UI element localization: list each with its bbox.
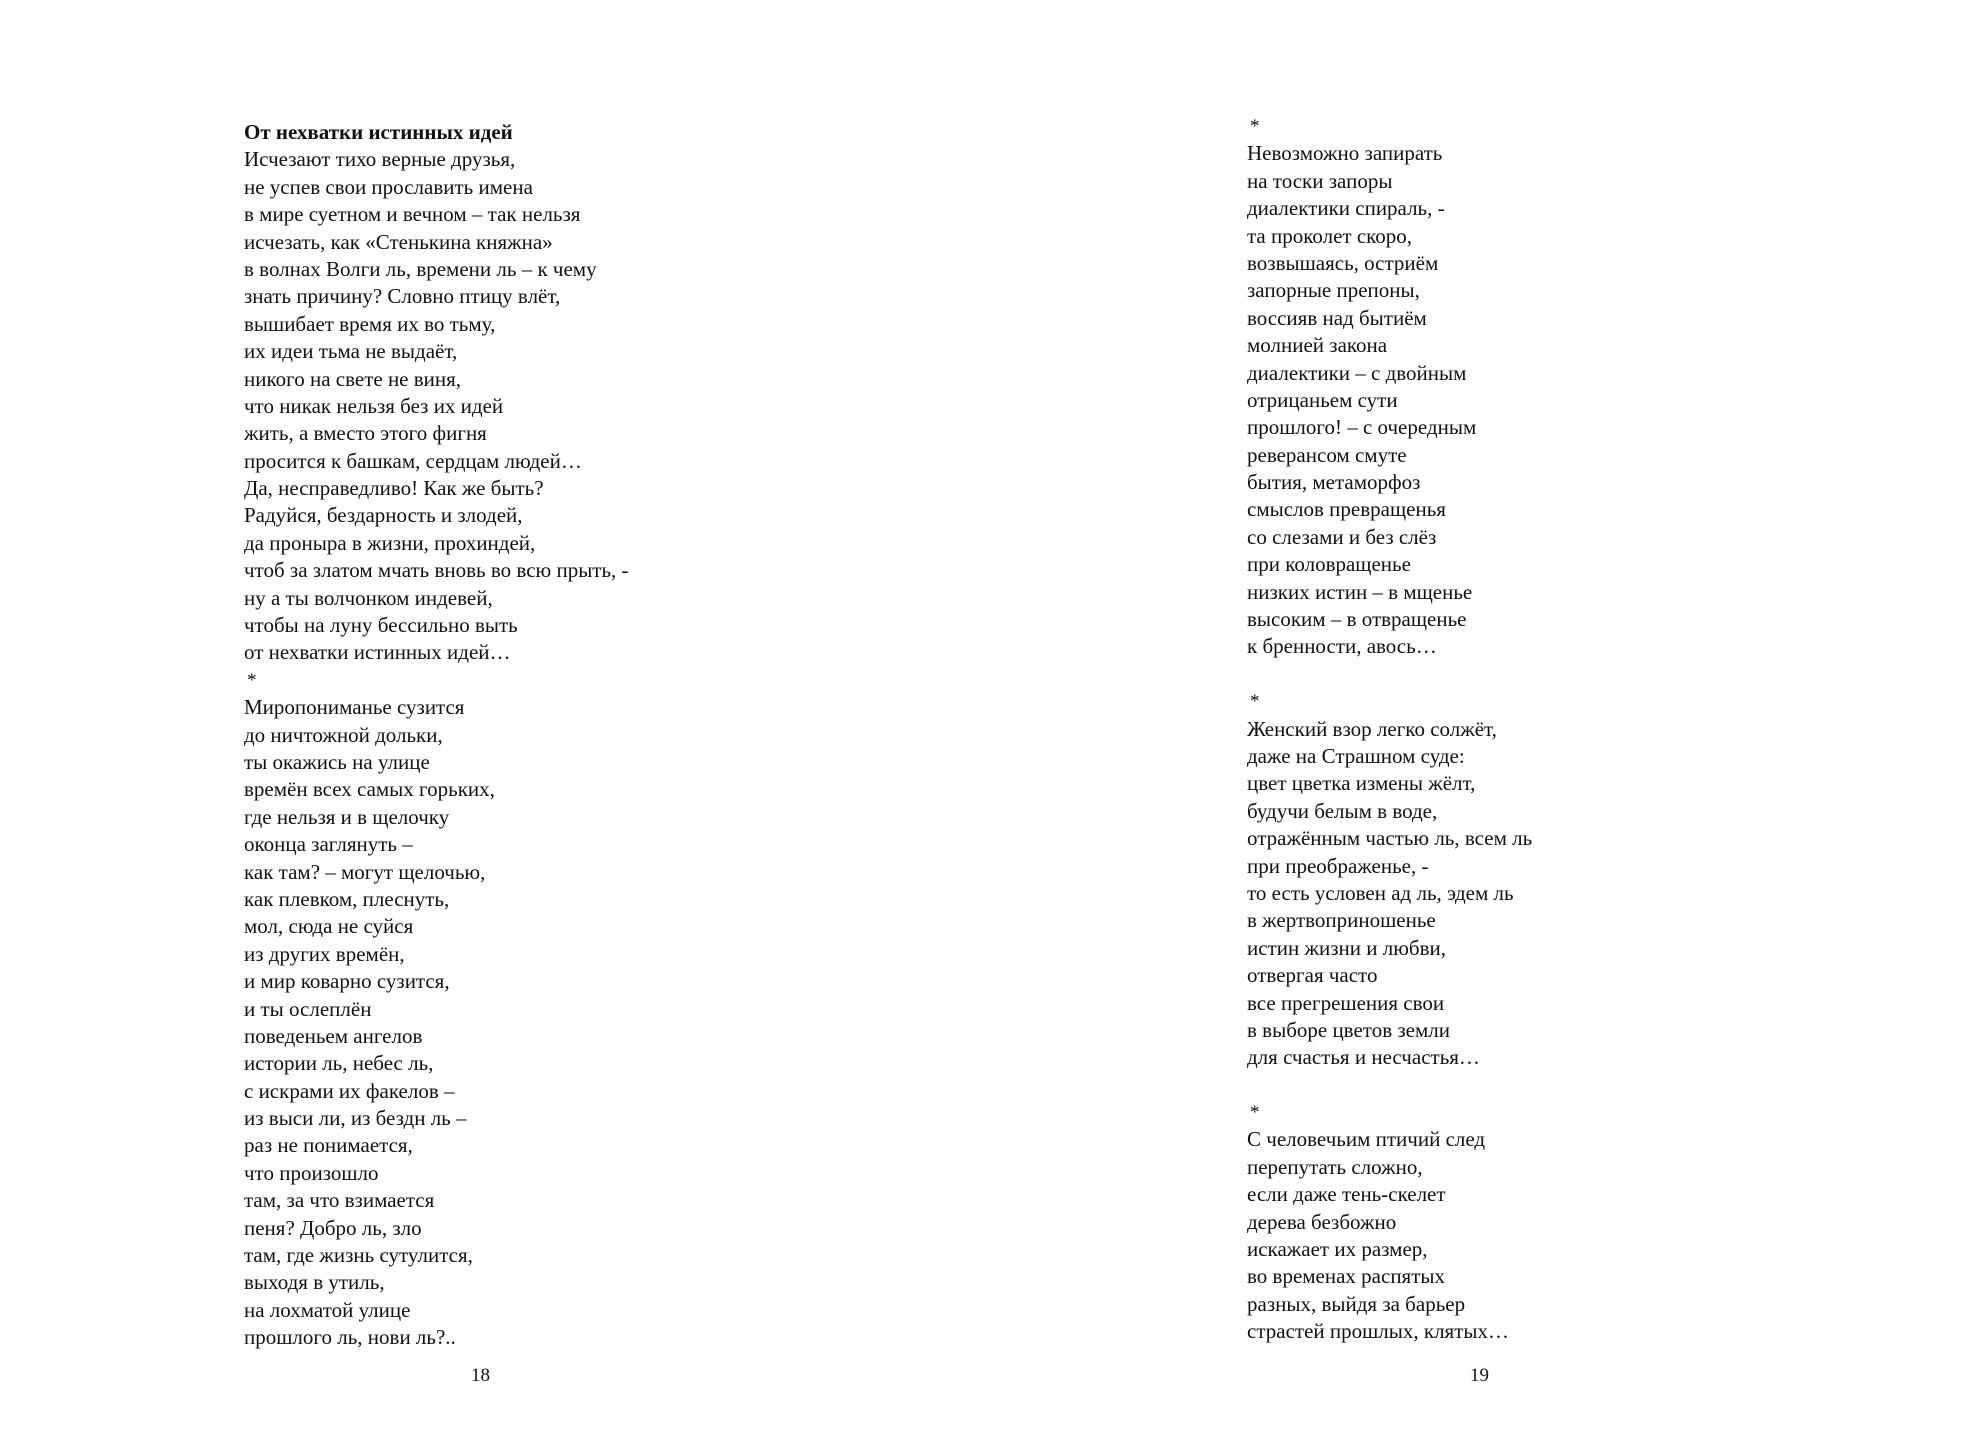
- poem-line: в жертвоприношенье: [1247, 908, 1436, 933]
- right-page: [981, 0, 1962, 1440]
- poem-line: перепутать сложно,: [1247, 1154, 1423, 1179]
- poem-line: со слезами и без слёз: [1247, 524, 1437, 549]
- poem-line: Невозможно запирать: [1247, 141, 1443, 166]
- poem-line: для счастья и несчастья…: [1247, 1045, 1480, 1070]
- poem-line: от нехватки истинных идей…: [244, 640, 511, 665]
- poem-line: Исчезают тихо верные друзья,: [244, 147, 516, 172]
- poem-line: их идеи тьма не выдаёт,: [244, 339, 458, 364]
- poem-line: что никак нельзя без их идей: [244, 393, 504, 418]
- stanza-gap: [1247, 661, 1532, 688]
- poem-line: там, за что взимается: [244, 1188, 435, 1213]
- poem-line: высоким – в отвращенье: [1247, 607, 1467, 632]
- poem-line: при преображенье, -: [1247, 853, 1429, 878]
- poem-line: диалектики – с двойным: [1247, 360, 1467, 385]
- poem-line: что произошло: [244, 1160, 379, 1185]
- poem-line: из выси ли, из бездн ль –: [244, 1106, 467, 1131]
- poem-line: все прегрешения свои: [1247, 990, 1445, 1015]
- poem-line: истории ль, небес ль,: [244, 1051, 434, 1076]
- poem-line: чтобы на луну бессильно выть: [244, 613, 518, 638]
- poem-line: к бренности, авось…: [1247, 634, 1437, 659]
- poem-title: От нехватки истинных идей: [244, 120, 513, 144]
- poem-separator-asterisk: *: [1250, 691, 1260, 713]
- poem-line: низких истин – в мщенье: [1247, 579, 1473, 604]
- poem-separator-asterisk: *: [1250, 1102, 1260, 1124]
- poem-line: и мир коварно сузится,: [244, 969, 450, 994]
- poem-line: если даже тень-скелет: [1247, 1182, 1446, 1207]
- poem-line: чтоб за златом мчать вновь во всю прыть, -: [244, 558, 629, 583]
- poem-line: да проныра в жизни, прохиндей,: [244, 530, 536, 555]
- poem-separator-asterisk: *: [247, 669, 257, 691]
- poem-line: жить, а вместо этого фигня: [244, 421, 487, 446]
- right-page-text: [1247, 113, 1532, 1346]
- poem-line: даже на Страшном суде:: [1247, 743, 1465, 768]
- poem-line: там, где жизнь сутулится,: [244, 1243, 473, 1268]
- poem-separator-asterisk: *: [1250, 116, 1260, 137]
- poem-line: раз не понимается,: [244, 1133, 413, 1158]
- poem-line: и ты ослеплён: [244, 996, 372, 1021]
- poem-line: до ничтожной дольки,: [244, 722, 443, 747]
- poem-line: смыслов превращенья: [1247, 497, 1446, 522]
- poem-line: прошлого ль, нови ль?..: [244, 1325, 456, 1350]
- poem-line: разных, выйдя за барьер: [1247, 1291, 1466, 1316]
- poem-line: запорные препоны,: [1247, 278, 1420, 303]
- poem-line: мол, сюда не суйся: [244, 914, 414, 939]
- poem-line: искажает их размер,: [1247, 1237, 1428, 1262]
- poem-line: из других времён,: [244, 941, 405, 966]
- poem-line: пеня? Добро ль, зло: [244, 1215, 422, 1240]
- poem-line: цвет цветка измены жёлт,: [1247, 771, 1476, 796]
- poem-line: во временах распятых: [1247, 1264, 1446, 1289]
- poem-line: Радуйся, бездарность и злодей,: [244, 503, 523, 528]
- poem-line: будучи белым в воде,: [1247, 798, 1438, 823]
- stanza-gap: [1247, 1072, 1532, 1099]
- poem-line: страстей прошлых, клятых…: [1247, 1319, 1510, 1344]
- poem-line: исчезать, как «Стенькина княжна»: [244, 229, 553, 254]
- poem-line: отрицаньем сути: [1247, 387, 1398, 412]
- poem-line: вышибает время их во тьму,: [244, 311, 496, 336]
- poem-line: в мире суетном и вечном – так нельзя: [244, 202, 581, 227]
- left-page-text: [244, 119, 629, 1352]
- poem-line: то есть условен ад ль, эдем ль: [1247, 880, 1514, 905]
- poem-line: в выборе цветов земли: [1247, 1017, 1450, 1042]
- poem-line: как плевком, плеснуть,: [244, 886, 450, 911]
- poem-line: Да, несправедливо! Как же быть?: [244, 476, 544, 501]
- poem-line: при коловращенье: [1247, 552, 1411, 577]
- poem-line: никого на свете не виня,: [244, 366, 462, 391]
- poem-line: дерева безбожно: [1247, 1209, 1397, 1234]
- poem-line: С человечьим птичий след: [1247, 1127, 1486, 1152]
- page-number: 18: [471, 1365, 490, 1386]
- poem-line: ты окажись на улице: [244, 749, 430, 774]
- poem-line: не успев свои прославить имена: [244, 174, 533, 199]
- poem-line: воссияв над бытиём: [1247, 305, 1427, 330]
- poem-line: в волнах Волги ль, времени ль – к чему: [244, 256, 597, 281]
- poem-line: молнией закона: [1247, 333, 1388, 358]
- poem-line: времён всех самых горьких,: [244, 777, 495, 802]
- poem-line: бытия, метаморфоз: [1247, 470, 1421, 495]
- poem-line: диалектики спираль, -: [1247, 196, 1445, 221]
- poem-line: истин жизни и любви,: [1247, 935, 1446, 960]
- poem-line: просится к башкам, сердцам людей…: [244, 448, 582, 473]
- poem-line: Миропониманье сузится: [244, 695, 465, 720]
- poem-line: как там? – могут щелочью,: [244, 859, 486, 884]
- poem-line: Женский взор легко солжёт,: [1247, 716, 1497, 741]
- poem-line: поведеньем ангелов: [244, 1023, 423, 1048]
- poem-line: прошлого! – с очередным: [1247, 415, 1477, 440]
- poem-line: возвышаясь, остриём: [1247, 250, 1439, 275]
- poem-line: знать причину? Словно птицу влёт,: [244, 284, 561, 309]
- poem-line: выходя в утиль,: [244, 1270, 385, 1295]
- poem-line: на тоски запоры: [1247, 168, 1393, 193]
- poem-line: отвергая часто: [1247, 963, 1378, 988]
- poem-line: на лохматой улице: [244, 1297, 411, 1322]
- poem-line: оконца заглянуть –: [244, 832, 413, 857]
- poem-line: реверансом смуте: [1247, 442, 1407, 467]
- page-number: 19: [1470, 1365, 1489, 1386]
- poem-line: где нельзя и в щелочку: [244, 804, 450, 829]
- poem-line: ну а ты волчонком индевей,: [244, 585, 493, 610]
- poem-line: отражённым частью ль, всем ль: [1247, 826, 1533, 851]
- poem-line: та проколет скоро,: [1247, 223, 1413, 248]
- poem-line: с искрами их факелов –: [244, 1078, 455, 1103]
